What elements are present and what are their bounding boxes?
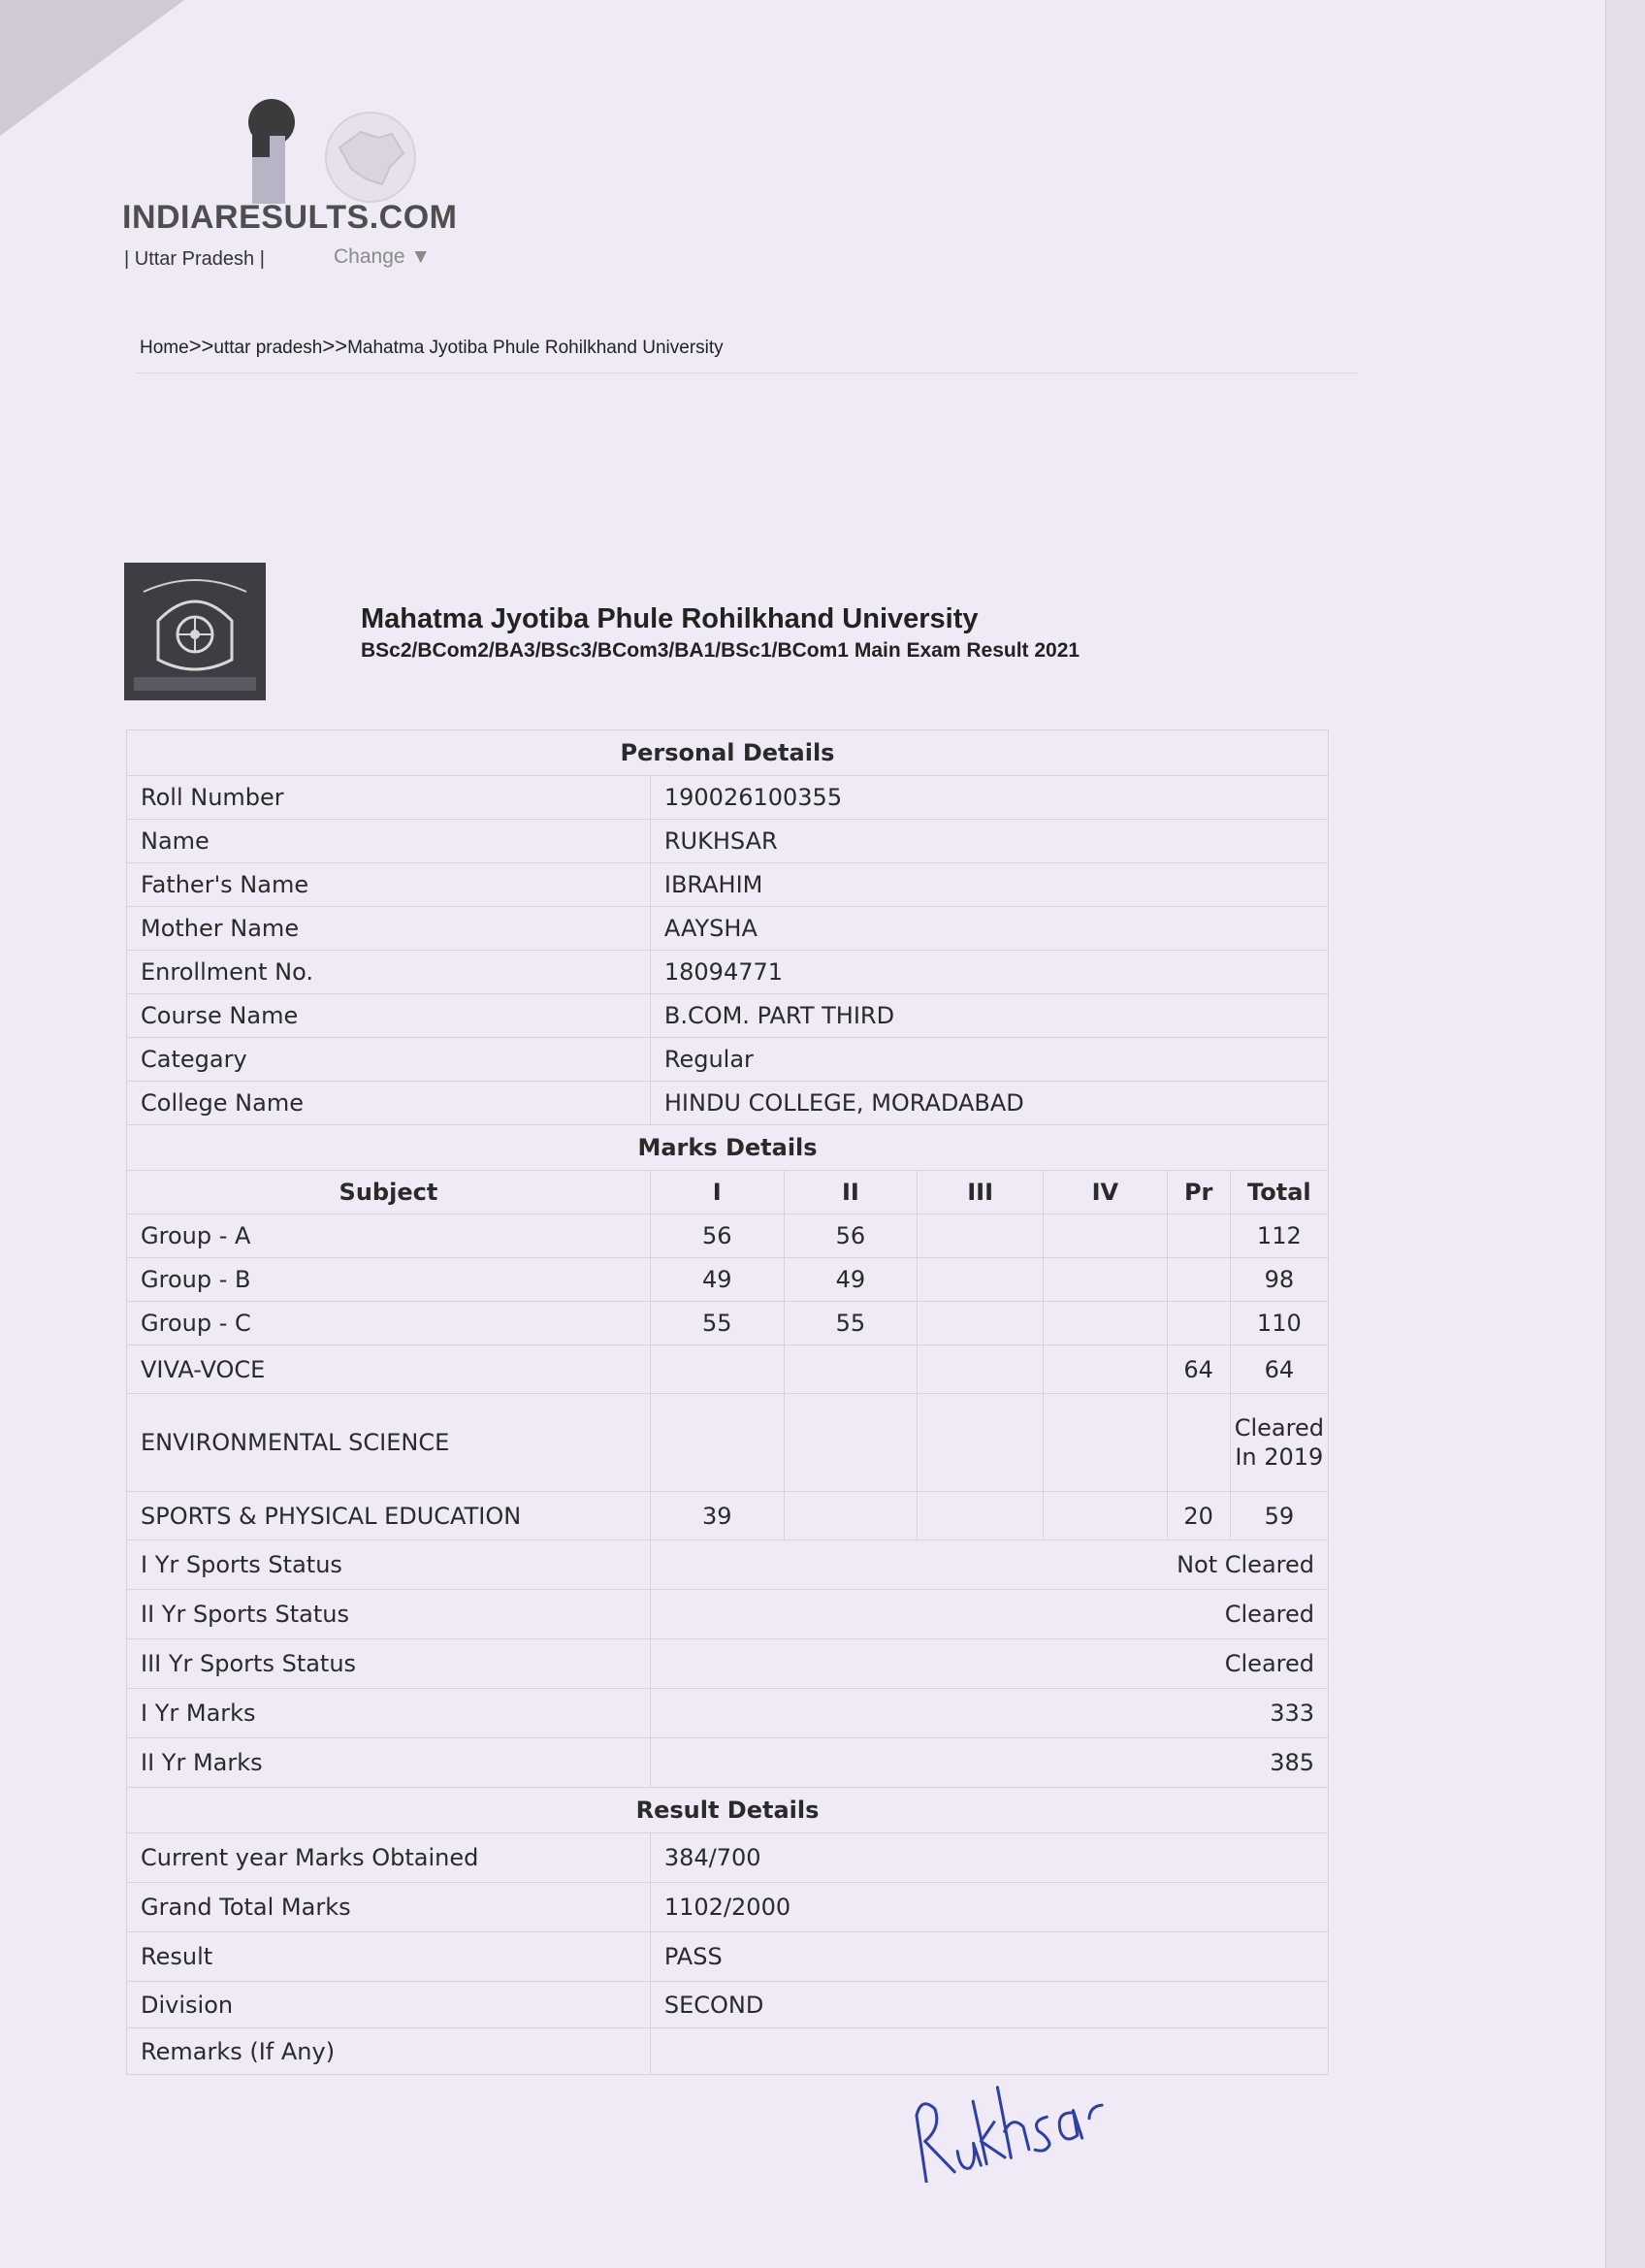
table-row bbox=[127, 1982, 1329, 2028]
mark-iii bbox=[918, 1258, 1044, 1302]
col-header-iii: III bbox=[918, 1171, 1044, 1215]
mark-pr bbox=[1167, 1394, 1230, 1492]
table-row bbox=[127, 1689, 1329, 1738]
mark-iv bbox=[1043, 1394, 1167, 1492]
handwritten-signature bbox=[902, 2057, 1115, 2183]
subject-name: SPORTS & PHYSICAL EDUCATION bbox=[127, 1492, 651, 1540]
mark-total: 64 bbox=[1230, 1345, 1328, 1394]
mark-pr bbox=[1167, 1258, 1230, 1302]
status-label: II Yr Sports Status bbox=[127, 1590, 651, 1639]
breadcrumb-separator: >> bbox=[322, 334, 348, 358]
row-label: Categary bbox=[127, 1038, 651, 1082]
subject-name: VIVA-VOCE bbox=[127, 1345, 651, 1394]
mark-ii bbox=[784, 1394, 918, 1492]
row-value: 190026100355 bbox=[650, 776, 1328, 820]
mark-iii bbox=[918, 1302, 1044, 1345]
row-label: Division bbox=[127, 1982, 651, 2028]
state-label: | Uttar Pradesh | bbox=[124, 248, 265, 270]
table-row bbox=[127, 1258, 1329, 1302]
row-label: Enrollment No. bbox=[127, 951, 651, 994]
table-row bbox=[127, 907, 1329, 951]
status-value: Cleared bbox=[650, 1590, 1328, 1639]
table-row bbox=[127, 1394, 1329, 1492]
table-row bbox=[127, 1639, 1329, 1689]
mark-iv bbox=[1043, 1492, 1167, 1540]
mark-ii bbox=[784, 1492, 918, 1540]
mark-pr: 64 bbox=[1167, 1345, 1230, 1394]
mark-iii bbox=[918, 1492, 1044, 1540]
row-value: 1102/2000 bbox=[650, 1883, 1328, 1932]
col-header-total: Total bbox=[1230, 1171, 1328, 1215]
mark-iv bbox=[1043, 1345, 1167, 1394]
table-row bbox=[127, 1932, 1329, 1982]
mark-ii: 55 bbox=[784, 1302, 918, 1345]
breadcrumb bbox=[140, 334, 724, 359]
col-header-ii: II bbox=[784, 1171, 918, 1215]
row-value: Regular bbox=[650, 1038, 1328, 1082]
mark-total: 98 bbox=[1230, 1258, 1328, 1302]
mark-i: 39 bbox=[650, 1492, 784, 1540]
table-row bbox=[127, 1540, 1329, 1590]
row-label: Grand Total Marks bbox=[127, 1883, 651, 1932]
col-header-subject: Subject bbox=[127, 1171, 651, 1215]
row-label: Remarks (If Any) bbox=[127, 2028, 651, 2075]
status-label: III Yr Sports Status bbox=[127, 1639, 651, 1689]
breadcrumb-separator: >> bbox=[188, 334, 214, 358]
exam-subtitle: BSc2/BCom2/BA3/BSc3/BCom3/BA1/BSc1/BCom1 Main Exam Result 2021 bbox=[361, 639, 1081, 662]
brand-name[interactable]: INDIARESULTS.COM bbox=[122, 199, 458, 236]
row-label: Current year Marks Obtained bbox=[127, 1833, 651, 1883]
table-row bbox=[127, 1590, 1329, 1639]
row-value: RUKHSAR bbox=[650, 820, 1328, 863]
marks-details-heading: Marks Details bbox=[127, 1125, 1329, 1171]
mark-i bbox=[650, 1394, 784, 1492]
mark-iii bbox=[918, 1345, 1044, 1394]
row-label: Name bbox=[127, 820, 651, 863]
marks-header-row bbox=[127, 1171, 1329, 1215]
mark-ii: 56 bbox=[784, 1215, 918, 1258]
mark-i: 49 bbox=[650, 1258, 784, 1302]
row-value: B.COM. PART THIRD bbox=[650, 994, 1328, 1038]
col-header-iv: IV bbox=[1043, 1171, 1167, 1215]
status-value: Not Cleared bbox=[650, 1540, 1328, 1590]
row-label: Father's Name bbox=[127, 863, 651, 907]
subject-name: Group - C bbox=[127, 1302, 651, 1345]
mark-iii bbox=[918, 1215, 1044, 1258]
row-label: Course Name bbox=[127, 994, 651, 1038]
status-value: 385 bbox=[650, 1738, 1328, 1788]
table-row bbox=[127, 1215, 1329, 1258]
subject-name: Group - B bbox=[127, 1258, 651, 1302]
row-value: 384/700 bbox=[650, 1833, 1328, 1883]
subject-name: ENVIRONMENTAL SCIENCE bbox=[127, 1394, 651, 1492]
row-value: IBRAHIM bbox=[650, 863, 1328, 907]
mark-iii bbox=[918, 1394, 1044, 1492]
table-row bbox=[127, 776, 1329, 820]
uttar-pradesh-map-icon bbox=[322, 109, 419, 206]
table-row bbox=[127, 1082, 1329, 1125]
table-row bbox=[127, 951, 1329, 994]
mark-i: 56 bbox=[650, 1215, 784, 1258]
table-row bbox=[127, 863, 1329, 907]
mark-iv bbox=[1043, 1258, 1167, 1302]
table-row bbox=[127, 1302, 1329, 1345]
university-emblem bbox=[124, 563, 266, 700]
mark-pr bbox=[1167, 1302, 1230, 1345]
table-row bbox=[127, 820, 1329, 863]
row-label: Roll Number bbox=[127, 776, 651, 820]
mark-ii bbox=[784, 1345, 918, 1394]
mark-pr bbox=[1167, 1215, 1230, 1258]
status-label: I Yr Sports Status bbox=[127, 1540, 651, 1590]
university-title: Mahatma Jyotiba Phule Rohilkhand University bbox=[361, 603, 979, 634]
row-value: 18094771 bbox=[650, 951, 1328, 994]
personal-details-heading: Personal Details bbox=[127, 730, 1329, 776]
status-value: 333 bbox=[650, 1689, 1328, 1738]
col-header-i: I bbox=[650, 1171, 784, 1215]
paper-edge bbox=[1605, 0, 1645, 2268]
logo-mark-icon bbox=[242, 97, 310, 204]
subject-name: Group - A bbox=[127, 1215, 651, 1258]
table-row bbox=[127, 1883, 1329, 1932]
table-row bbox=[127, 1738, 1329, 1788]
mark-i bbox=[650, 1345, 784, 1394]
status-value: Cleared bbox=[650, 1639, 1328, 1689]
status-label: II Yr Marks bbox=[127, 1738, 651, 1788]
mark-i: 55 bbox=[650, 1302, 784, 1345]
status-label: I Yr Marks bbox=[127, 1689, 651, 1738]
breadcrumb-university[interactable]: Mahatma Jyotiba Phule Rohilkhand University bbox=[347, 338, 724, 358]
table-row bbox=[127, 2028, 1329, 2075]
table-row bbox=[127, 1038, 1329, 1082]
col-header-pr: Pr bbox=[1167, 1171, 1230, 1215]
mark-ii: 49 bbox=[784, 1258, 918, 1302]
table-row bbox=[127, 1492, 1329, 1540]
result-table bbox=[126, 729, 1329, 2075]
row-value: AAYSHA bbox=[650, 907, 1328, 951]
mark-total: 112 bbox=[1230, 1215, 1328, 1258]
mark-total: 110 bbox=[1230, 1302, 1328, 1345]
mark-pr: 20 bbox=[1167, 1492, 1230, 1540]
university-emblem-icon bbox=[124, 563, 266, 700]
mark-total: Cleared In 2019 bbox=[1230, 1394, 1328, 1492]
mark-iv bbox=[1043, 1215, 1167, 1258]
table-row bbox=[127, 1833, 1329, 1883]
row-label: Mother Name bbox=[127, 907, 651, 951]
row-value: SECOND bbox=[650, 1982, 1328, 2028]
table-row bbox=[127, 1345, 1329, 1394]
breadcrumb-home[interactable]: Home bbox=[140, 338, 189, 358]
row-value: PASS bbox=[650, 1932, 1328, 1982]
table-row bbox=[127, 994, 1329, 1038]
breadcrumb-state[interactable]: uttar pradesh bbox=[213, 338, 323, 358]
result-details-heading: Result Details bbox=[127, 1788, 1329, 1833]
row-label: College Name bbox=[127, 1082, 651, 1125]
mark-total: 59 bbox=[1230, 1492, 1328, 1540]
change-state-link[interactable]: Change ▼ bbox=[334, 245, 432, 268]
row-label: Result bbox=[127, 1932, 651, 1982]
mark-iv bbox=[1043, 1302, 1167, 1345]
row-value: HINDU COLLEGE, MORADABAD bbox=[650, 1082, 1328, 1125]
